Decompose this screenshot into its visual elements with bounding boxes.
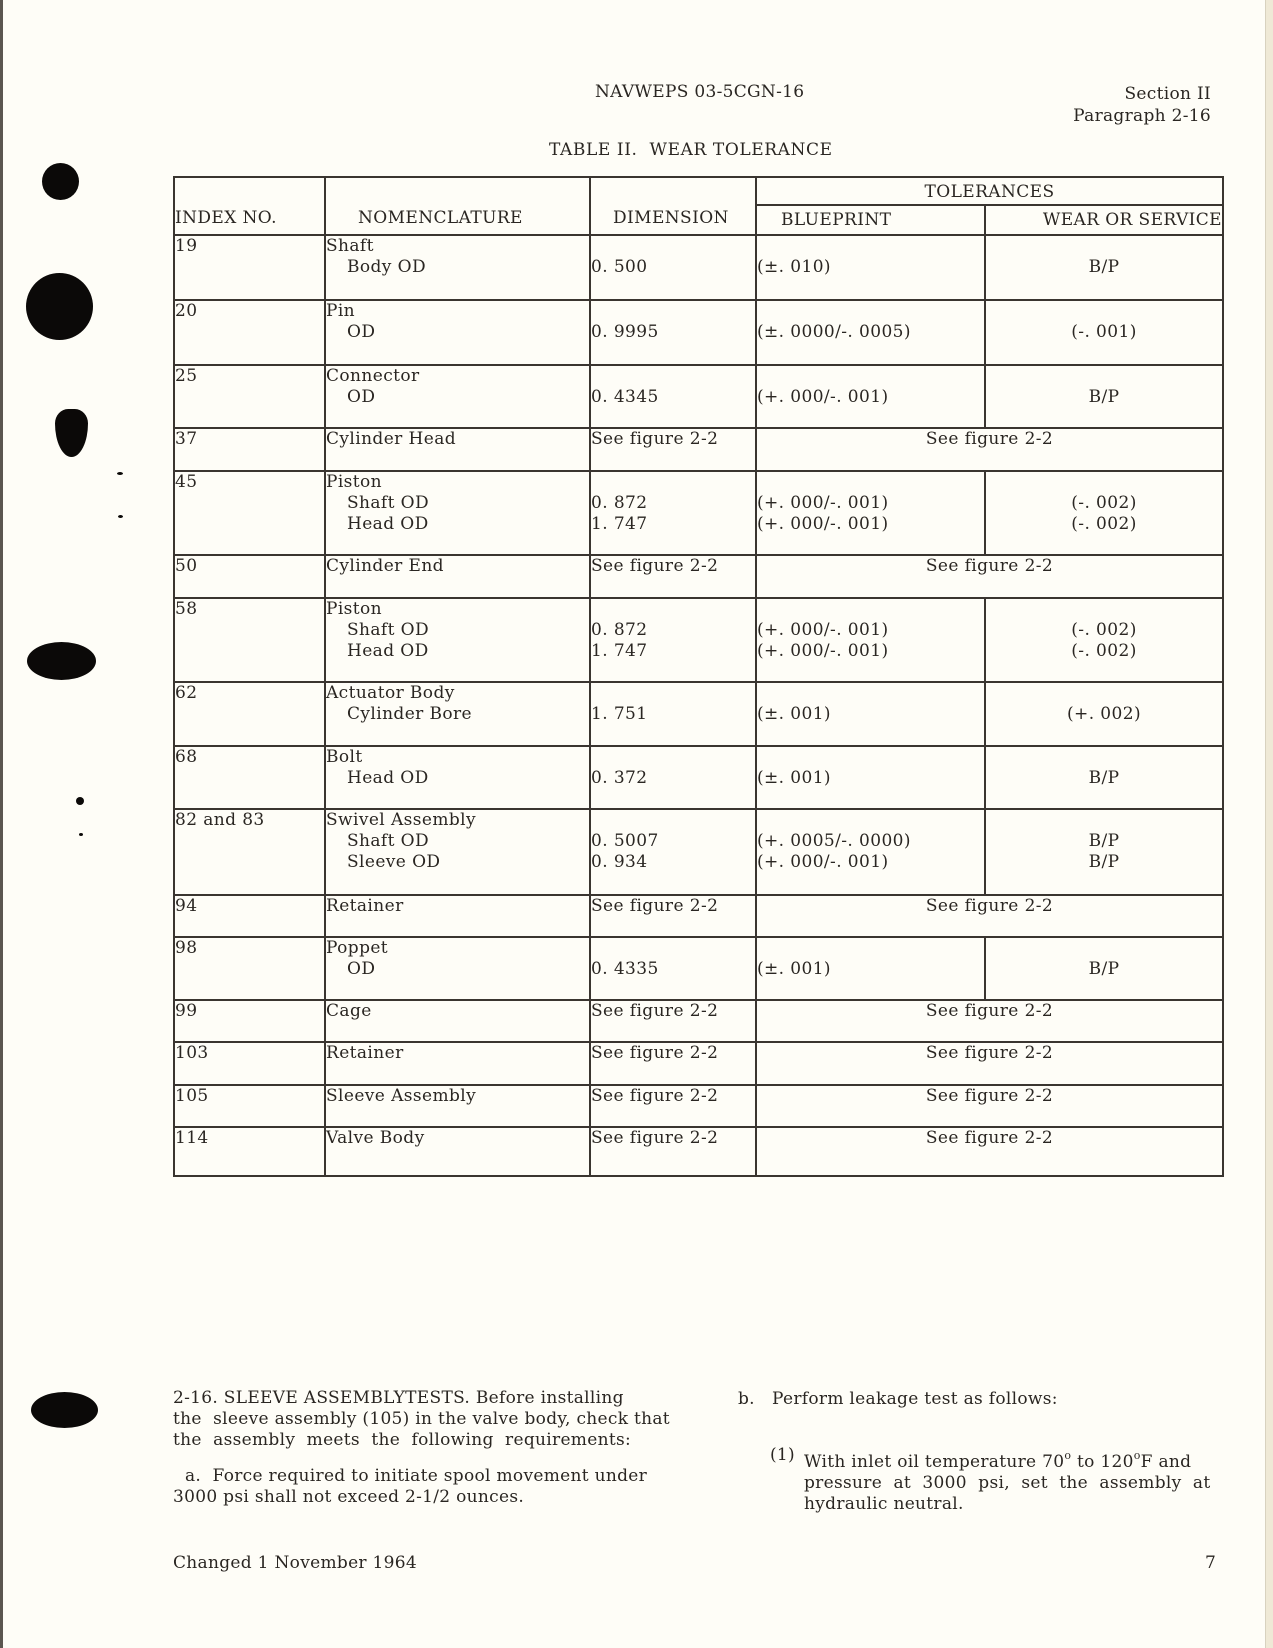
wear-or-service-cell	[985, 937, 1223, 1000]
index-value: 114	[175, 1128, 209, 1148]
table-body	[174, 235, 1223, 1176]
page-number: 7	[1205, 1553, 1217, 1573]
tolerances-cell	[756, 1085, 1223, 1127]
index-value: 98	[175, 938, 198, 958]
nomenclature-value: Bolt	[326, 747, 363, 767]
nomenclature-cell	[325, 365, 590, 428]
page-edge	[1265, 0, 1273, 1648]
index-cell	[174, 1000, 325, 1042]
blueprint-cell	[756, 471, 985, 555]
dimension-value: See figure 2-2	[591, 1086, 719, 1106]
nomenclature-value: Shaft	[326, 236, 374, 256]
nomenclature-cell	[325, 598, 590, 682]
nomenclature-sub: OD	[347, 387, 376, 407]
dimension-cell	[590, 365, 756, 428]
index-cell	[174, 300, 325, 365]
nomenclature-sub: Shaft OD	[347, 831, 430, 851]
document-number: NAVWEPS 03-5CGN-16	[595, 82, 805, 102]
nomenclature-cell	[325, 895, 590, 937]
temp-high: 120	[1100, 1452, 1134, 1472]
nomenclature-sub: Head OD	[347, 641, 429, 661]
tolerances-value: See figure 2-2	[925, 1043, 1054, 1063]
nomenclature-cell	[325, 746, 590, 809]
blueprint-value: (±. 001)	[757, 768, 831, 788]
wear-or-service-value: B/P	[1088, 852, 1120, 872]
index-value: 105	[175, 1086, 209, 1106]
blueprint-value: (+. 000/-. 001)	[757, 620, 889, 640]
column-header-wear-or-service: WEAR OR SERVICE	[985, 205, 1223, 235]
tolerances-value: See figure 2-2	[925, 1128, 1054, 1148]
dimension-value: See figure 2-2	[591, 1043, 719, 1063]
blueprint-value: (+. 000/-. 001)	[757, 493, 889, 513]
requirement-a-line: a. Force required to initiate spool movement under	[185, 1466, 648, 1486]
nomenclature-value: Piston	[326, 472, 383, 492]
blueprint-value: (±. 001)	[757, 959, 831, 979]
blueprint-value: (±. 0000/-. 0005)	[757, 322, 911, 342]
step-line: pressure at 3000 psi, set the assembly at	[804, 1473, 1211, 1493]
index-value: 94	[175, 896, 198, 916]
index-cell	[174, 235, 325, 300]
speck-mark	[76, 797, 84, 805]
nomenclature-cell	[325, 1042, 590, 1085]
nomenclature-cell	[325, 682, 590, 746]
nomenclature-sub: Head OD	[347, 768, 429, 788]
nomenclature-cell	[325, 235, 590, 300]
nomenclature-cell	[325, 1085, 590, 1127]
dimension-cell	[590, 1127, 756, 1176]
change-date: Changed 1 November 1964	[173, 1553, 418, 1573]
table-row	[174, 300, 1223, 365]
index-cell	[174, 809, 325, 895]
column-header-tolerances: TOLERANCES	[756, 177, 1223, 205]
dimension-value: 0. 9995	[591, 322, 659, 342]
index-value: 25	[175, 366, 198, 386]
nomenclature-value: Swivel Assembly	[326, 810, 476, 830]
tolerances-value: See figure 2-2	[925, 896, 1054, 916]
index-cell	[174, 471, 325, 555]
table-row	[174, 937, 1223, 1000]
table-row	[174, 555, 1223, 598]
wear-or-service-value: (-. 001)	[1071, 322, 1137, 342]
requirement-b: b. Perform leakage test as follows:	[738, 1389, 1058, 1409]
nomenclature-cell	[325, 937, 590, 1000]
table-row	[174, 235, 1223, 300]
index-value: 62	[175, 683, 198, 703]
table-row	[174, 1085, 1223, 1127]
column-header-blueprint: BLUEPRINT	[756, 205, 985, 235]
dimension-value: 1. 747	[591, 514, 648, 534]
dimension-cell	[590, 1042, 756, 1085]
tolerances-cell	[756, 555, 1223, 598]
wear-or-service-value: B/P	[1088, 831, 1120, 851]
nomenclature-cell	[325, 809, 590, 895]
tolerances-cell	[756, 1042, 1223, 1085]
dimension-cell	[590, 682, 756, 746]
blueprint-value: (+. 000/-. 001)	[757, 852, 889, 872]
blueprint-cell	[756, 598, 985, 682]
table-row	[174, 1000, 1223, 1042]
index-cell	[174, 895, 325, 937]
wear-or-service-value: (+. 002)	[1067, 704, 1141, 724]
table-title: TABLE II. WEAR TOLERANCE	[549, 140, 833, 160]
index-value: 99	[175, 1001, 198, 1021]
index-cell	[174, 598, 325, 682]
leakage-step-1-label: (1)	[770, 1445, 795, 1465]
requirement-a	[173, 1466, 647, 1508]
tolerances-value: See figure 2-2	[925, 1001, 1054, 1021]
dimension-cell	[590, 746, 756, 809]
nomenclature-cell	[325, 1127, 590, 1176]
tolerances-cell	[756, 1000, 1223, 1042]
dimension-value: See figure 2-2	[591, 1128, 719, 1148]
binder-hole	[27, 642, 96, 680]
paragraph-label: Paragraph 2-16	[1073, 106, 1211, 126]
dimension-value: See figure 2-2	[591, 1001, 719, 1021]
column-header-dimension: DIMENSION	[590, 177, 756, 235]
table-row	[174, 809, 1223, 895]
blueprint-cell	[756, 746, 985, 809]
wear-tolerance-table	[173, 176, 1224, 1177]
table-row	[174, 471, 1223, 555]
table-row	[174, 1042, 1223, 1085]
dimension-value: 0. 4335	[591, 959, 659, 979]
paragraph-line: the assembly meets the following requirements:	[173, 1430, 632, 1450]
blueprint-cell	[756, 235, 985, 300]
step-line: hydraulic neutral.	[804, 1494, 964, 1514]
dimension-cell	[590, 809, 756, 895]
dimension-cell	[590, 937, 756, 1000]
blueprint-cell	[756, 682, 985, 746]
nomenclature-sub: Sleeve OD	[347, 852, 441, 872]
nomenclature-value: Valve Body	[326, 1128, 425, 1148]
nomenclature-cell	[325, 1000, 590, 1042]
dimension-cell	[590, 895, 756, 937]
nomenclature-sub: Head OD	[347, 514, 429, 534]
index-value: 103	[175, 1043, 209, 1063]
blueprint-value: (±. 001)	[757, 704, 831, 724]
wear-or-service-cell	[985, 682, 1223, 746]
wear-or-service-cell	[985, 300, 1223, 365]
binder-hole	[26, 273, 93, 340]
table-row	[174, 895, 1223, 937]
index-value: 82 and 83	[175, 810, 265, 830]
wear-or-service-value: (-. 002)	[1071, 620, 1137, 640]
nomenclature-value: Piston	[326, 599, 383, 619]
nomenclature-cell	[325, 300, 590, 365]
nomenclature-value: Connector	[326, 366, 420, 386]
dimension-cell	[590, 428, 756, 471]
index-cell	[174, 1085, 325, 1127]
nomenclature-value: Actuator Body	[326, 683, 455, 703]
paragraph-2-16	[173, 1388, 670, 1451]
dimension-cell	[590, 1085, 756, 1127]
blueprint-value: (+. 0005/-. 0000)	[757, 831, 911, 851]
index-cell	[174, 1127, 325, 1176]
table-row	[174, 428, 1223, 471]
dimension-value: 0. 934	[591, 852, 648, 872]
nomenclature-value: Cage	[326, 1001, 372, 1021]
nomenclature-cell	[325, 555, 590, 598]
wear-or-service-value: B/P	[1088, 387, 1120, 407]
tolerances-value: See figure 2-2	[925, 429, 1054, 449]
wear-or-service-value: B/P	[1088, 959, 1120, 979]
binder-hole	[42, 163, 79, 200]
nomenclature-sub: Shaft OD	[347, 493, 430, 513]
index-cell	[174, 682, 325, 746]
wear-or-service-cell	[985, 746, 1223, 809]
blueprint-value: (+. 000/-. 001)	[757, 514, 889, 534]
index-value: 68	[175, 747, 198, 767]
dimension-value: 0. 500	[591, 257, 648, 277]
paragraph-line: the sleeve assembly (105) in the valve body, check that	[173, 1409, 670, 1429]
index-cell	[174, 365, 325, 428]
paragraph-line: 2-16. SLEEVE ASSEMBLYTESTS. Before installing	[173, 1388, 624, 1408]
nomenclature-value: Retainer	[326, 1043, 404, 1063]
nomenclature-sub: Shaft OD	[347, 620, 430, 640]
dimension-value: 0. 5007	[591, 831, 659, 851]
wear-or-service-value: (-. 002)	[1071, 641, 1137, 661]
blueprint-value: (+. 000/-. 001)	[757, 641, 889, 661]
nomenclature-value: Pin	[326, 301, 356, 321]
index-value: 45	[175, 472, 198, 492]
section-label: Section II	[1124, 84, 1211, 104]
tolerances-value: See figure 2-2	[925, 556, 1054, 576]
wear-or-service-value: B/P	[1088, 768, 1120, 788]
nomenclature-cell	[325, 471, 590, 555]
index-value: 50	[175, 556, 198, 576]
dimension-cell	[590, 235, 756, 300]
index-value: 58	[175, 599, 198, 619]
dimension-value: 0. 4345	[591, 387, 659, 407]
speck-mark	[117, 472, 123, 475]
nomenclature-sub: OD	[347, 959, 376, 979]
dimension-value: 0. 372	[591, 768, 648, 788]
nomenclature-sub: Cylinder Bore	[347, 704, 473, 724]
index-value: 20	[175, 301, 198, 321]
tolerances-cell	[756, 895, 1223, 937]
wear-or-service-cell	[985, 809, 1223, 895]
nomenclature-sub: Body OD	[347, 257, 426, 277]
speck-mark	[118, 515, 123, 518]
temp-unit: F	[1140, 1452, 1153, 1472]
blueprint-cell	[756, 809, 985, 895]
nomenclature-value: Retainer	[326, 896, 404, 916]
index-cell	[174, 428, 325, 471]
tolerances-cell	[756, 1127, 1223, 1176]
dimension-cell	[590, 300, 756, 365]
dimension-cell	[590, 471, 756, 555]
dimension-value: See figure 2-2	[591, 429, 719, 449]
blueprint-cell	[756, 937, 985, 1000]
index-cell	[174, 555, 325, 598]
dimension-value: See figure 2-2	[591, 896, 719, 916]
requirement-a-line: 3000 psi shall not exceed 2-1/2 ounces.	[173, 1487, 525, 1507]
step-line: With inlet oil temperature 70$^o$ to 120$^o$F and	[804, 1449, 1192, 1472]
wear-or-service-value: (-. 002)	[1071, 493, 1137, 513]
dimension-cell	[590, 555, 756, 598]
nomenclature-value: Sleeve Assembly	[326, 1086, 477, 1106]
dimension-cell	[590, 1000, 756, 1042]
binder-hole	[31, 1392, 98, 1428]
blueprint-cell	[756, 300, 985, 365]
column-header-nomenclature: NOMENCLATURE	[325, 177, 590, 235]
tolerances-cell	[756, 428, 1223, 471]
table-row	[174, 1127, 1223, 1176]
nomenclature-cell	[325, 428, 590, 471]
blueprint-cell	[756, 365, 985, 428]
dimension-value: 1. 747	[591, 641, 648, 661]
dimension-value: 0. 872	[591, 620, 648, 640]
index-value: 37	[175, 429, 198, 449]
table-row	[174, 365, 1223, 428]
index-value: 19	[175, 236, 198, 256]
nomenclature-value: Poppet	[326, 938, 389, 958]
dimension-cell	[590, 598, 756, 682]
table-row	[174, 598, 1223, 682]
dimension-value: See figure 2-2	[591, 556, 719, 576]
leakage-step-1	[804, 1445, 1211, 1515]
speck-mark	[79, 833, 83, 836]
wear-or-service-cell	[985, 235, 1223, 300]
index-cell	[174, 1042, 325, 1085]
nomenclature-value: Cylinder Head	[326, 429, 457, 449]
table-row	[174, 682, 1223, 746]
tolerances-value: See figure 2-2	[925, 1086, 1054, 1106]
blueprint-value: (±. 010)	[757, 257, 831, 277]
nomenclature-sub: OD	[347, 322, 376, 342]
wear-or-service-cell	[985, 598, 1223, 682]
table-row	[174, 746, 1223, 809]
wear-or-service-cell	[985, 471, 1223, 555]
blueprint-value: (+. 000/-. 001)	[757, 387, 889, 407]
temp-low: 70	[1042, 1452, 1065, 1472]
ink-blob-mark	[55, 409, 88, 457]
dimension-value: 1. 751	[591, 704, 648, 724]
wear-or-service-cell	[985, 365, 1223, 428]
wear-or-service-value: B/P	[1088, 257, 1120, 277]
index-cell	[174, 746, 325, 809]
nomenclature-value: Cylinder End	[326, 556, 444, 576]
wear-or-service-value: (-. 002)	[1071, 514, 1137, 534]
index-cell	[174, 937, 325, 1000]
column-header-index: INDEX NO.	[174, 177, 325, 235]
dimension-value: 0. 872	[591, 493, 648, 513]
